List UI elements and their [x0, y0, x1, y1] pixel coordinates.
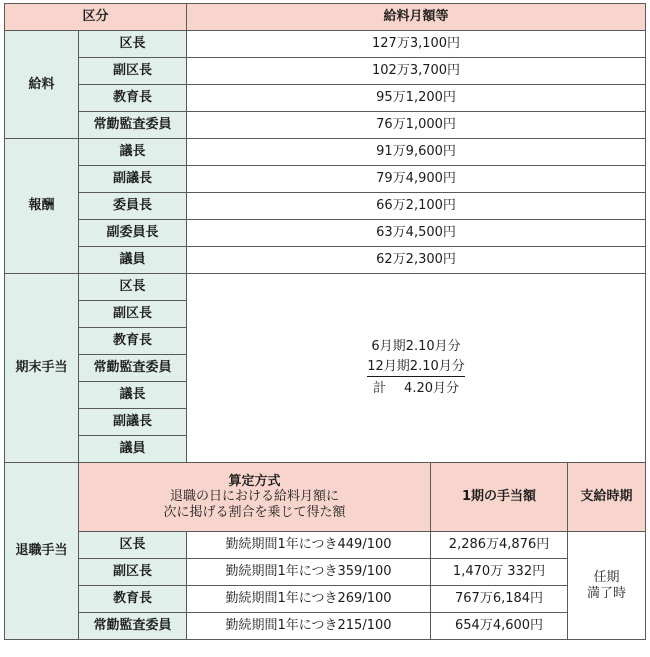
timing-line-2: 満了時	[587, 585, 627, 601]
row-rate: 勤続期間1年につき449/100	[187, 532, 431, 559]
row-value: 66万2,100円	[187, 193, 646, 220]
row-label: 副区長	[79, 301, 187, 328]
row-amount: 2,286万4,876円	[431, 532, 568, 559]
row-value: 91万9,600円	[187, 139, 646, 166]
row-rate: 勤続期間1年につき215/100	[187, 613, 431, 640]
row-value: 127万3,100円	[187, 31, 646, 58]
row-label: 議員	[79, 436, 187, 463]
row-label: 教育長	[79, 328, 187, 355]
row-value: 95万1,200円	[187, 85, 646, 112]
header-category: 区分	[5, 4, 187, 31]
row-label: 議員	[79, 247, 187, 274]
group-bonus: 期末手当	[5, 274, 79, 463]
row-value: 62万2,300円	[187, 247, 646, 274]
header-amount: 給料月額等	[187, 4, 646, 31]
row-label: 副委員長	[79, 220, 187, 247]
compensation-table	[4, 3, 646, 640]
group-salary: 給料	[5, 31, 79, 139]
row-value: 102万3,700円	[187, 58, 646, 85]
row-label: 教育長	[79, 85, 187, 112]
row-label: 区長	[79, 532, 187, 559]
bonus-total-value: 4.20月分	[404, 381, 459, 397]
row-label: 常勤監査委員	[79, 355, 187, 382]
row-label: 副議長	[79, 166, 187, 193]
row-label: 常勤監査委員	[79, 613, 187, 640]
bonus-june: 6月期2.10月分	[371, 339, 461, 355]
timing-header: 支給時期	[568, 463, 646, 532]
bonus-summary	[187, 274, 646, 463]
row-label: 区長	[79, 274, 187, 301]
row-label: 教育長	[79, 586, 187, 613]
row-rate: 勤続期間1年につき359/100	[187, 559, 431, 586]
amount-header: 1期の手当額	[431, 463, 568, 532]
row-value: 76万1,000円	[187, 112, 646, 139]
timing-cell	[568, 532, 646, 640]
group-reward: 報酬	[5, 139, 79, 274]
row-label: 副区長	[79, 559, 187, 586]
method-header	[79, 463, 431, 532]
row-label: 常勤監査委員	[79, 112, 187, 139]
row-label: 議長	[79, 139, 187, 166]
row-label: 議長	[79, 382, 187, 409]
bonus-total	[367, 377, 465, 399]
row-label: 副議長	[79, 409, 187, 436]
method-title: 算定方式	[228, 473, 281, 489]
row-amount: 767万6,184円	[431, 586, 568, 613]
group-retirement: 退職手当	[5, 463, 79, 640]
row-value: 63万4,500円	[187, 220, 646, 247]
row-label: 区長	[79, 31, 187, 58]
bonus-total-label: 計	[373, 381, 387, 397]
row-label: 委員長	[79, 193, 187, 220]
row-rate: 勤続期間1年につき269/100	[187, 586, 431, 613]
row-label: 副区長	[79, 58, 187, 85]
row-amount: 1,470万 332円	[431, 559, 568, 586]
bonus-december: 12月期2.10月分	[367, 357, 465, 378]
method-desc-1: 退職の日における給料月額に	[170, 489, 340, 505]
bonus-lines	[367, 337, 465, 399]
method-desc-2: 次に掲げる割合を乗じて得た額	[163, 504, 346, 520]
row-amount: 654万4,600円	[431, 613, 568, 640]
row-value: 79万4,900円	[187, 166, 646, 193]
timing-line-1: 任期	[593, 569, 620, 585]
